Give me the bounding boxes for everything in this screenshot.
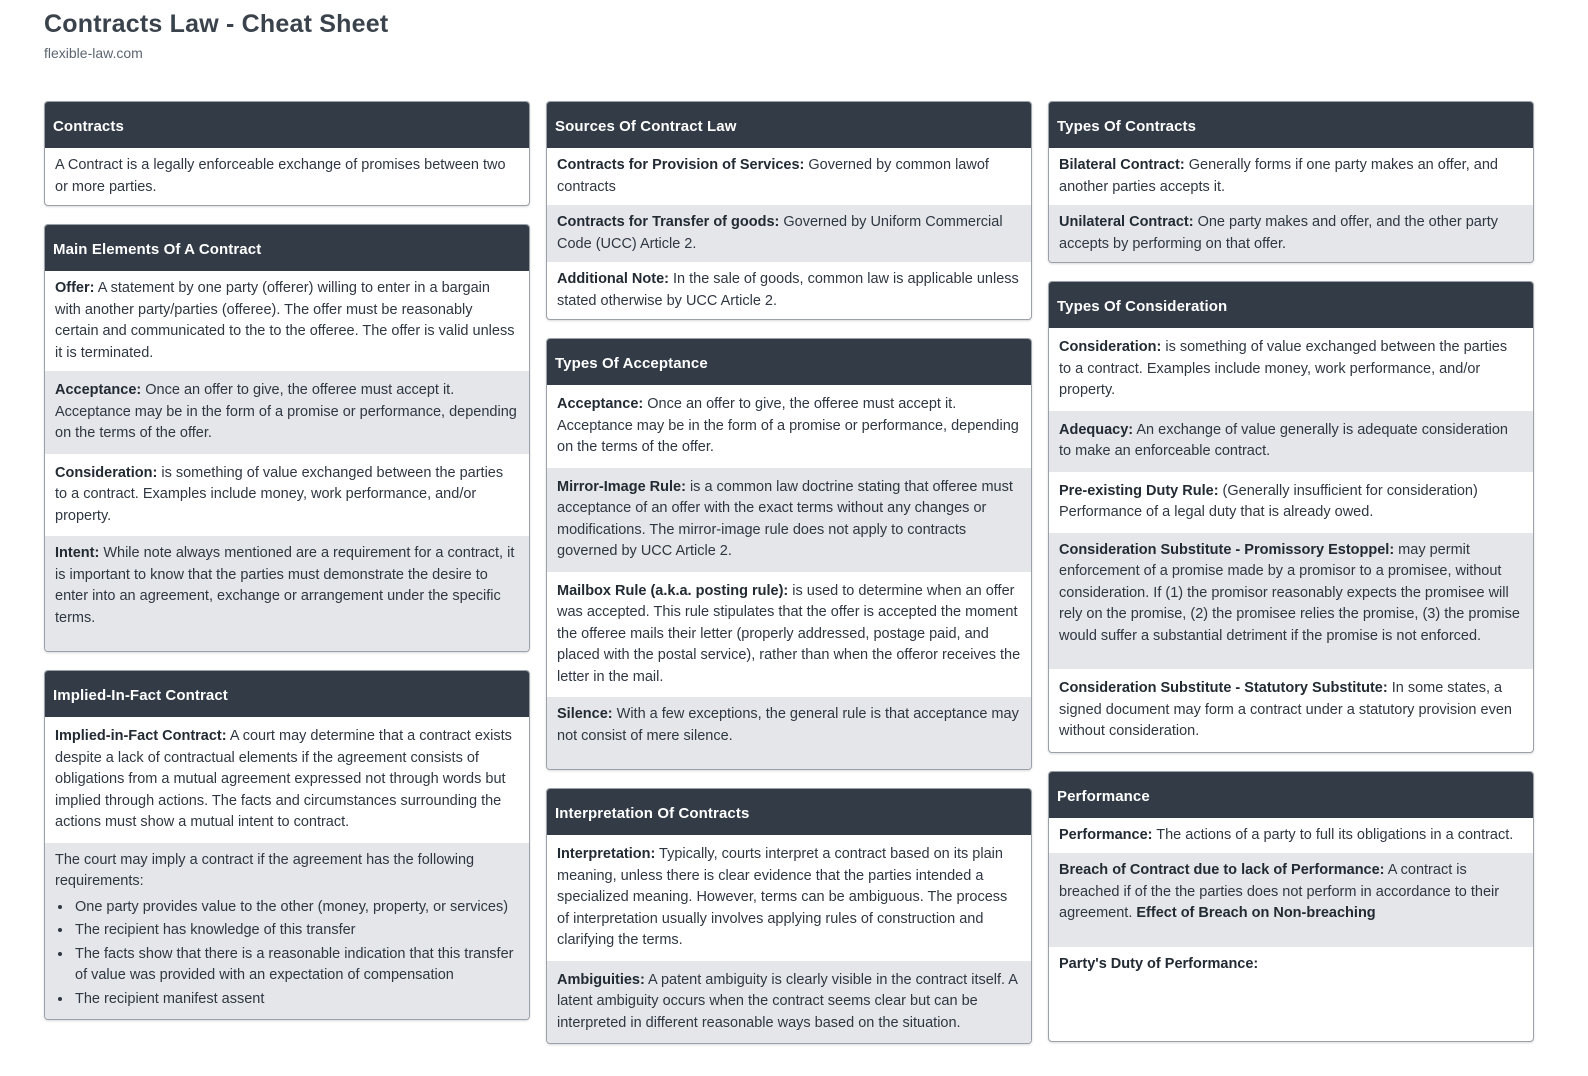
card-types-acceptance [546, 338, 1032, 770]
preexisting-row [1049, 472, 1533, 533]
list-item: • The recipient has knowledge of this transfer [73, 920, 519, 942]
acceptance-type-label: Acceptance: [557, 396, 644, 412]
statutory-label: Consideration Substitute - Statutory Substitute: [1059, 680, 1388, 696]
consideration-row [45, 454, 529, 537]
interpretation-label: Interpretation: [557, 846, 656, 862]
services-label: Contracts for Provision of Services: [557, 157, 805, 173]
acceptance-label: Acceptance: [55, 382, 142, 398]
acceptance-type-text: Once an offer to give, the offeree must accept it. Acceptance may be in the form of a promise or performance, depending on the terms of the offer. [557, 396, 1019, 455]
card-title-acceptance: Types Of Acceptance [547, 339, 1031, 385]
services-text: Governed by common lawof contracts [557, 157, 989, 195]
implied-row [45, 717, 529, 843]
card-title-interpretation: Interpretation Of Contracts [547, 789, 1031, 835]
card-main-elements [44, 224, 530, 652]
card-types-contracts [1048, 101, 1534, 263]
list-item: • One party provides value to the other (money, property, or services) [73, 897, 519, 919]
offer-label: Offer: [55, 280, 95, 296]
silence-label: Silence: [557, 706, 613, 722]
goods-text: Governed by Uniform Commercial Code (UCC) Article 2. [557, 214, 1003, 252]
ambiguities-text: A patent ambiguity is clearly visible in the contract itself. A latent ambiguity occurs when the contract seems clear but can be interpreted in different reasonable ways based on the situation. [557, 971, 1018, 1031]
consideration-text: is something of value exchanged between the parties to a contract. Examples include money, work performance, and/or property. [55, 464, 504, 524]
promissory-label: Consideration Substitute - Promissory Estoppel: [1059, 541, 1395, 558]
card-interpretation [546, 788, 1032, 1044]
offer-row [45, 271, 529, 371]
unilateral-label: Unilateral Contract: [1059, 214, 1194, 230]
note-label: Additional Note: [557, 271, 669, 287]
bilateral-row [1049, 148, 1533, 205]
card-title-types-contracts: Types Of Contracts [1049, 102, 1533, 148]
mailbox-label: Mailbox Rule (a.k.a. posting rule): [557, 582, 789, 599]
breach-row [1049, 853, 1533, 947]
card-title-implied: Implied-In-Fact Contract [45, 671, 529, 717]
contracts-definition: A Contract is a legally enforceable exchange of promises between two or more parties. [55, 157, 506, 195]
performance-row [1049, 818, 1533, 854]
goods-row [547, 205, 1031, 262]
implied-intro: The court may imply a contract if the agreement has the following requirements: [55, 851, 475, 889]
mirror-text: is a common law doctrine stating that offeree must acceptance of an offer with the exact terms without any changes or modifications. The mirror-image rule does not apply to contracts governed by UCC Article 2. [557, 478, 1013, 559]
card-performance [1048, 771, 1534, 1042]
card-title-contracts: Contracts [45, 102, 529, 148]
bilateral-text: Generally forms if one party makes an offer, and another parties accepts it. [1059, 157, 1498, 195]
services-row [547, 148, 1031, 205]
promissory-row [1049, 533, 1533, 670]
card-implied-in-fact [44, 670, 530, 1020]
breach-text: A contract is breached if of the the parties does not perform in accordance to their agreement. [1059, 862, 1500, 921]
statutory-text: In some states, a signed document may form a contract under a statutory provision even without consideration. [1059, 680, 1512, 739]
card-title-types-consideration: Types Of Consideration [1049, 282, 1533, 328]
card-title-main-elements: Main Elements Of A Contract [45, 225, 529, 271]
note-row [547, 262, 1031, 319]
acceptance-type-row [547, 385, 1031, 468]
adequacy-row [1049, 411, 1533, 472]
card-title-performance: Performance [1049, 772, 1533, 818]
intent-text: While note always mentioned are a requirement for a contract, it is important to know that the parties must demonstrate the desire to enter into an agreement, exchange or arrangement under the specific terms. [55, 545, 515, 626]
party-duty-row [1049, 947, 1533, 1041]
goods-label: Contracts for Transfer of goods: [557, 214, 780, 230]
implied-label: Implied-in-Fact Contract: [55, 728, 227, 744]
interpretation-text: Typically, courts interpret a contract based on its plain meaning, unless there is clear evidence that the parties intended a specialized meaning. However, terms can be ambiguous. The process of interpretation usually involves applying rules of construction and clarifying the terms. [557, 846, 1008, 948]
requirements-list [55, 897, 519, 1011]
note-text: In the sale of goods, common law is applicable unless stated otherwise by UCC Article 2. [557, 271, 1019, 309]
tc-consideration-text: is something of value exchanged between the parties to a contract. Examples include money, work performance, and/or property. [1059, 339, 1508, 398]
list-item: • The recipient manifest assent [73, 989, 519, 1011]
interpretation-row [547, 835, 1031, 961]
column-middle [546, 101, 1032, 1062]
site-link[interactable]: flexible-law.com [44, 45, 143, 61]
column-right [1048, 101, 1534, 1060]
column-left [44, 101, 530, 1038]
silence-row [547, 697, 1031, 769]
page-header [44, 10, 388, 61]
silence-text: With a few exceptions, the general rule is that acceptance may not consist of mere silence. [557, 706, 1019, 744]
mailbox-row [547, 572, 1031, 698]
unilateral-row [1049, 205, 1533, 262]
page-title: Contracts Law - Cheat Sheet [44, 10, 389, 38]
intent-label: Intent: [55, 545, 100, 561]
acceptance-text: Once an offer to give, the offeree must accept it. Acceptance may be in the form of a promise or performance, depending on the terms of the offer. [55, 382, 517, 441]
card-sources [546, 101, 1032, 320]
acceptance-row [45, 371, 529, 454]
mailbox-text: is used to determine when an offer was accepted. This rule stipulates that the offer is accepted the moment the offeree mails their letter (properly addressed, postage paid, and placed with the postal service), rather than when the offeror receives the letter in the mail. [557, 582, 1021, 685]
intent-row [45, 536, 529, 651]
card-title-sources: Sources Of Contract Law [547, 102, 1031, 148]
breach-label: Breach of Contract due to lack of Performance: [1059, 862, 1385, 878]
card-contracts [44, 101, 530, 206]
effect-label: Effect of Breach on Non-breaching [1136, 905, 1376, 921]
party-duty-label: Party's Duty of Performance: [1059, 955, 1259, 972]
mirror-label: Mirror-Image Rule: [557, 478, 686, 495]
list-item: • The facts show that there is a reasonable indication that this transfer of value was provided with an expectation of compensation [73, 944, 519, 987]
implied-requirements [45, 843, 529, 1020]
statutory-row [1049, 669, 1533, 752]
ambiguities-row [547, 961, 1031, 1044]
adequacy-text: An exchange of value generally is adequate consideration to make an enforceable contract. [1059, 421, 1508, 459]
adequacy-label: Adequacy: [1059, 421, 1134, 438]
bilateral-label: Bilateral Contract: [1059, 157, 1185, 173]
tc-consideration-row [1049, 328, 1533, 411]
unilateral-text: One party makes and offer, and the other party accepts by performing on that offer. [1059, 214, 1498, 252]
ambiguities-label: Ambiguities: [557, 971, 645, 988]
tc-consideration-label: Consideration: [1059, 339, 1162, 355]
mirror-row [547, 468, 1031, 572]
performance-label: Performance: [1059, 826, 1153, 843]
performance-text: The actions of a party to full its obligations in a contract. [1152, 826, 1514, 843]
promissory-text: may permit enforcement of a promise made by a promisor to a promisee, without consideration. If (1) the promisor reasonably expects the promisee will rely on the promise, (2) the promisee relies the promise, (3) the promise would suffer a substantial detriment if the promise is not enforced. [1059, 541, 1520, 644]
consideration-label: Consideration: [55, 464, 158, 481]
offer-text: A statement by one party (offerer) willing to enter in a bargain with another party/parties (offeree). The offer must be reasonably certain and communicated to the to the offeree. The offer is valid unless it is terminated. [55, 280, 515, 361]
card-types-consideration [1048, 281, 1534, 753]
preexisting-text: (Generally insufficient for consideration) Performance of a legal duty that is already owed. [1059, 482, 1478, 520]
preexisting-label: Pre-existing Duty Rule: [1059, 482, 1219, 499]
implied-text: A court may determine that a contract exists despite a lack of contractual elements if the agreement consists of obligations from a mutual agreement expressed not through words but implied through actions. The facts and circumstances surrounding the actions must show a mutual intent to contract. [55, 728, 512, 830]
